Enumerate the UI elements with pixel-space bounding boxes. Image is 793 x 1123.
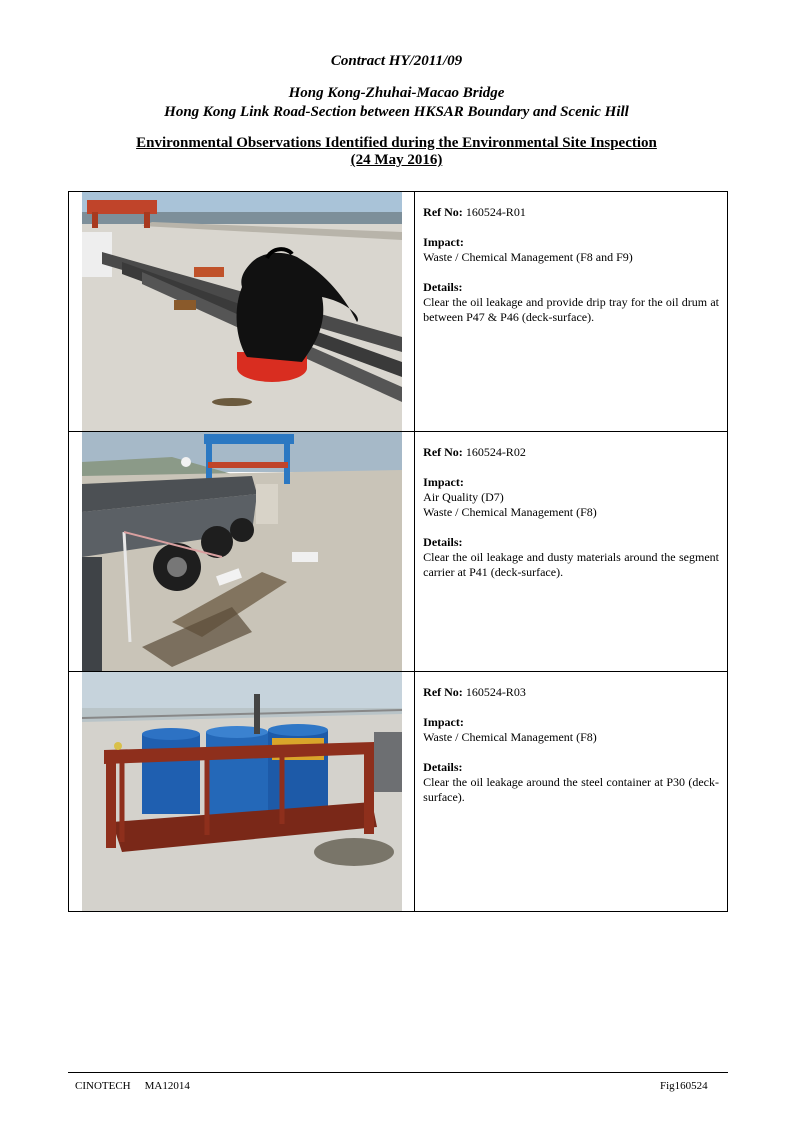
- ref-field: [423, 445, 719, 460]
- ref-label: Ref No:: [423, 205, 463, 219]
- photo-cell: [69, 672, 415, 912]
- site-photo-steel-container: [82, 672, 402, 911]
- impact-value: Waste / Chemical Management (F8): [423, 730, 597, 744]
- impact-label: Impact:: [423, 475, 464, 489]
- footer-divider: [68, 1072, 728, 1073]
- details-field: [423, 280, 719, 325]
- observation-row: [69, 432, 728, 672]
- observation-details: [415, 672, 728, 912]
- impact-value: Waste / Chemical Management (F8 and F9): [423, 250, 633, 264]
- details-field: [423, 535, 719, 580]
- observation-row: [69, 192, 728, 432]
- impact-value: Waste / Chemical Management (F8): [423, 505, 597, 519]
- observation-details: [415, 432, 728, 672]
- details-value: Clear the oil leakage and provide drip tray for the oil drum at between P47 & P46 (deck-surface).: [423, 295, 719, 324]
- site-photo-segment-carrier: [82, 432, 402, 671]
- details-field: [423, 760, 719, 805]
- details-label: Details:: [423, 535, 463, 549]
- impact-value: Air Quality (D7): [423, 490, 504, 504]
- ref-field: [423, 205, 719, 220]
- footer-left: [75, 1080, 190, 1092]
- project-subtitle: Hong Kong Link Road-Section between HKSAR Boundary and Scenic Hill: [164, 104, 629, 120]
- document-header: [0, 52, 793, 169]
- details-label: Details:: [423, 280, 463, 294]
- observation-details: [415, 192, 728, 432]
- impact-field: [423, 475, 719, 520]
- page-date: (24 May 2016): [350, 152, 443, 168]
- ref-field: [423, 685, 719, 700]
- impact-label: Impact:: [423, 715, 464, 729]
- project-title: Hong Kong-Zhuhai-Macao Bridge: [288, 85, 505, 101]
- impact-field: [423, 235, 719, 265]
- footer-doc-ref: MA12014: [144, 1080, 190, 1092]
- details-value: Clear the oil leakage and dusty materials around the segment carrier at P41 (deck-surface).: [423, 550, 719, 579]
- photo-cell: [69, 192, 415, 432]
- footer-figure-number: Fig160524: [660, 1080, 708, 1092]
- details-value: Clear the oil leakage around the steel container at P30 (deck-surface).: [423, 775, 719, 804]
- observations-table: [68, 191, 728, 912]
- ref-value: 160524-R02: [465, 445, 526, 459]
- photo-cell: [69, 432, 415, 672]
- site-photo-oil-drum-bag: [82, 192, 402, 431]
- impact-field: [423, 715, 719, 745]
- observation-row: [69, 672, 728, 912]
- ref-label: Ref No:: [423, 685, 463, 699]
- contract-number: Contract HY/2011/09: [330, 53, 463, 69]
- ref-value: 160524-R01: [465, 205, 526, 219]
- footer-company: CINOTECH: [75, 1080, 131, 1092]
- ref-value: 160524-R03: [465, 685, 526, 699]
- impact-label: Impact:: [423, 235, 464, 249]
- page-title: Environmental Observations Identified during the Environmental Site Inspection: [136, 135, 657, 151]
- details-label: Details:: [423, 760, 463, 774]
- ref-label: Ref No:: [423, 445, 463, 459]
